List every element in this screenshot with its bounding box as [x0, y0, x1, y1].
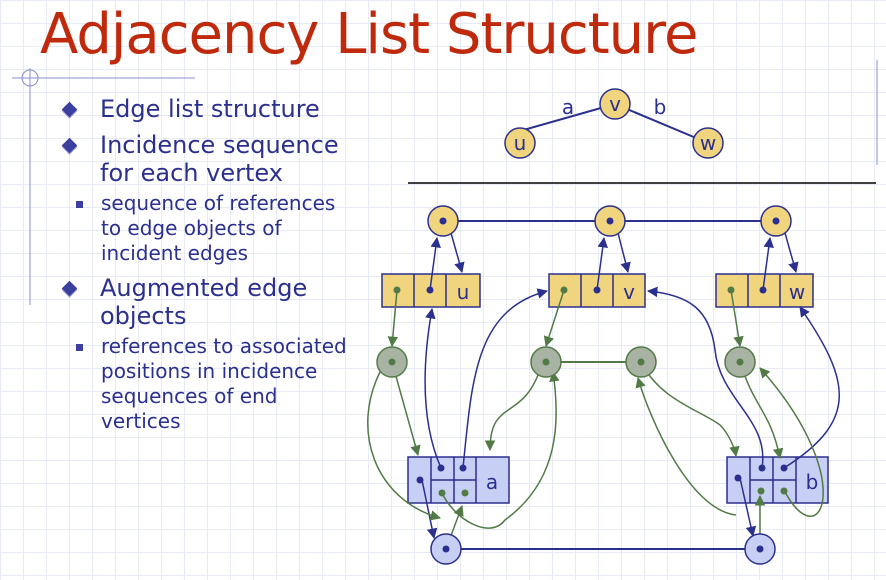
- sub-bullet-text: sequence of references to edge objects of incident edges: [101, 191, 336, 265]
- small-vertex-label-u: u: [513, 131, 527, 155]
- bullet-text: Augmented edge objects: [100, 274, 308, 330]
- small-graph: [505, 89, 723, 158]
- edge-label-a: a: [485, 470, 499, 494]
- small-edge-label-b: b: [653, 95, 667, 119]
- incidence-label-u: u: [456, 280, 470, 304]
- edge-label-b: b: [805, 470, 819, 494]
- edge-object-b: [727, 457, 828, 503]
- position-reference-arrows: [368, 290, 823, 549]
- incidence-label-w: w: [788, 280, 806, 304]
- incidence-label-v: v: [623, 280, 635, 304]
- small-vertex-label-v: v: [609, 92, 621, 116]
- slide-title: Adjacency List Structure: [40, 2, 698, 67]
- small-vertex-label-w: w: [699, 131, 717, 155]
- small-edge-label-a: a: [561, 95, 575, 119]
- bullet-text: Edge list structure: [100, 95, 320, 123]
- bullet-text: Incidence sequence for each vertex: [100, 131, 339, 187]
- sub-bullet-text: references to associated positions in incidence sequences of end vertices: [101, 334, 347, 433]
